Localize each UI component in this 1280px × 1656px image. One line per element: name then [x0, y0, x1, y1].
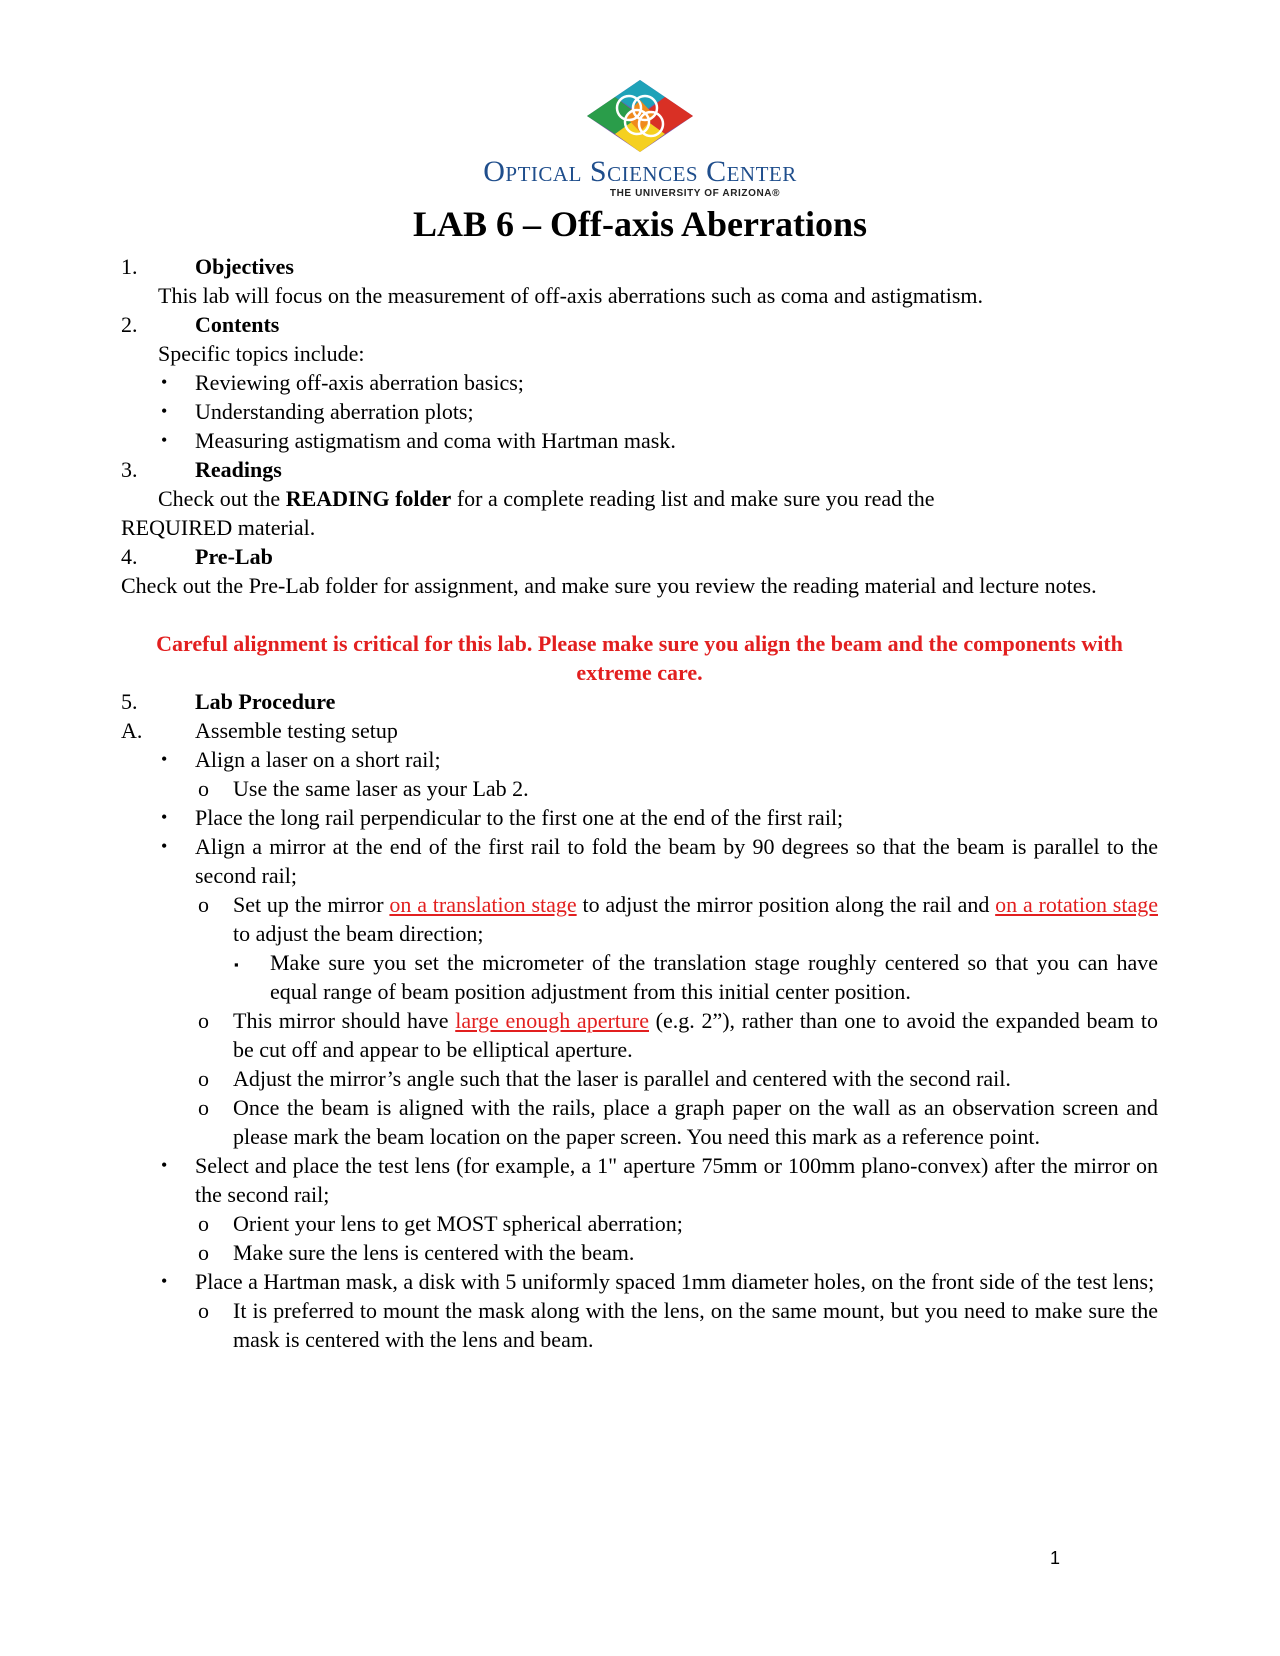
list-item: o Once the beam is aligned with the rails, place a graph paper on the wall as an observation screen and please mark the beam location on the paper screen. You need this mark as a reference point. [198, 1095, 1158, 1149]
circle-marker: o [198, 1298, 209, 1323]
subsection-letter: A. [121, 718, 143, 743]
rotation-stage-link[interactable]: on a rotation stage [995, 892, 1158, 917]
list-item: • Understanding aberration plots; [161, 399, 474, 424]
bullet-marker: • [161, 749, 168, 769]
bullet-marker: • [161, 430, 168, 450]
section-heading: Readings [195, 457, 282, 482]
subsection-a [121, 716, 1158, 745]
section-number: 5. [121, 689, 138, 714]
list-item: o Use the same laser as your Lab 2. [198, 776, 529, 801]
section-number: 3. [121, 457, 138, 482]
readings-text-line2: REQUIRED material. [121, 515, 316, 540]
list-item: • Reviewing off-axis aberration basics; [161, 370, 524, 395]
alignment-warning: Careful alignment is critical for this lab. Please make sure you align the beam and the components with extreme care. [156, 631, 1123, 685]
circle-marker: o [198, 1008, 209, 1033]
circle-marker: o [198, 892, 209, 917]
list-item: • Place the long rail perpendicular to the first one at the end of the first rail; [161, 805, 844, 830]
circle-marker: o [198, 1066, 209, 1091]
list-item: ▪ Make sure you set the micrometer of the translation stage roughly centered so that you can have equal range of beam position adjustment from this initial center position. [234, 950, 1158, 1004]
logo-org-name: Optical Sciences Center [483, 155, 797, 188]
circle-marker: o [198, 776, 209, 801]
bullet-marker: • [161, 1155, 168, 1175]
logo-university: THE UNIVERSITY OF ARIZONA® [609, 188, 781, 199]
list-item: • Align a laser on a short rail; [161, 747, 441, 772]
section-heading: Pre-Lab [195, 544, 273, 569]
section-prelab [121, 542, 1158, 571]
circle-marker: o [198, 1240, 209, 1265]
list-item: o Orient your lens to get MOST spherical aberration; [198, 1211, 683, 1236]
circle-marker: o [198, 1211, 209, 1236]
list-item: • Measuring astigmatism and coma with Hartman mask. [161, 428, 676, 453]
prelab-text: Check out the Pre-Lab folder for assignment, and make sure you review the reading material and lecture notes. [121, 573, 1097, 598]
subsection-heading: Assemble testing setup [195, 718, 398, 743]
section-number: 2. [121, 312, 138, 337]
section-lab-procedure [121, 687, 1158, 716]
section-number: 4. [121, 544, 138, 569]
reading-folder-label: READING folder [285, 486, 452, 511]
objectives-text: This lab will focus on the measurement of off-axis aberrations such as coma and astigmatism. [158, 283, 983, 308]
square-marker: ▪ [234, 957, 239, 972]
list-item: • Place a Hartman mask, a disk with 5 uniformly spaced 1mm diameter holes, on the front side of the test lens; [161, 1269, 1155, 1294]
large-aperture-link[interactable]: large enough aperture [455, 1008, 649, 1033]
bullet-marker: • [161, 1271, 168, 1291]
bullet-marker: • [161, 807, 168, 827]
document-body [121, 252, 1158, 1354]
bullet-marker: • [161, 401, 168, 421]
section-objectives [121, 252, 1158, 281]
section-readings [121, 455, 1158, 484]
bullet-marker: • [161, 372, 168, 392]
list-item: o Make sure the lens is centered with the beam. [198, 1240, 635, 1265]
translation-stage-link[interactable]: on a translation stage [389, 892, 577, 917]
bullet-marker: • [161, 836, 168, 856]
list-item: o Adjust the mirror’s angle such that the laser is parallel and centered with the second rail. [198, 1066, 1011, 1091]
page-number: 1 [1050, 1548, 1061, 1568]
section-contents [121, 310, 1158, 339]
readings-text: Check out the READING folder for a complete reading list and make sure you read the [158, 486, 935, 511]
list-item: o Set up the mirror on a translation stage to adjust the mirror position along the rail and on a rotation stage to adjust the beam direction; [198, 892, 1158, 946]
section-heading: Contents [195, 312, 280, 337]
section-heading: Lab Procedure [195, 689, 336, 714]
list-item: • Align a mirror at the end of the first rail to fold the beam by 90 degrees so that the beam is parallel to the second rail; [161, 834, 1158, 888]
list-item: • Select and place the test lens (for example, a 1" aperture 75mm or 100mm plano-convex) after the mirror on the second rail; [161, 1153, 1158, 1207]
section-heading: Objectives [195, 254, 294, 279]
page-title: LAB 6 – Off-axis Aberrations [413, 204, 867, 244]
contents-intro: Specific topics include: [158, 341, 365, 366]
list-item: o It is preferred to mount the mask along with the lens, on the same mount, but you need to make sure the mask is centered with the lens and beam. [198, 1298, 1158, 1352]
logo [0, 78, 1280, 199]
section-number: 1. [121, 254, 138, 279]
osc-logo-icon [585, 78, 695, 154]
circle-marker: o [198, 1095, 209, 1120]
list-item: o This mirror should have large enough aperture (e.g. 2”), rather than one to avoid the expanded beam to be cut off and appear to be elliptical aperture. [198, 1008, 1158, 1062]
